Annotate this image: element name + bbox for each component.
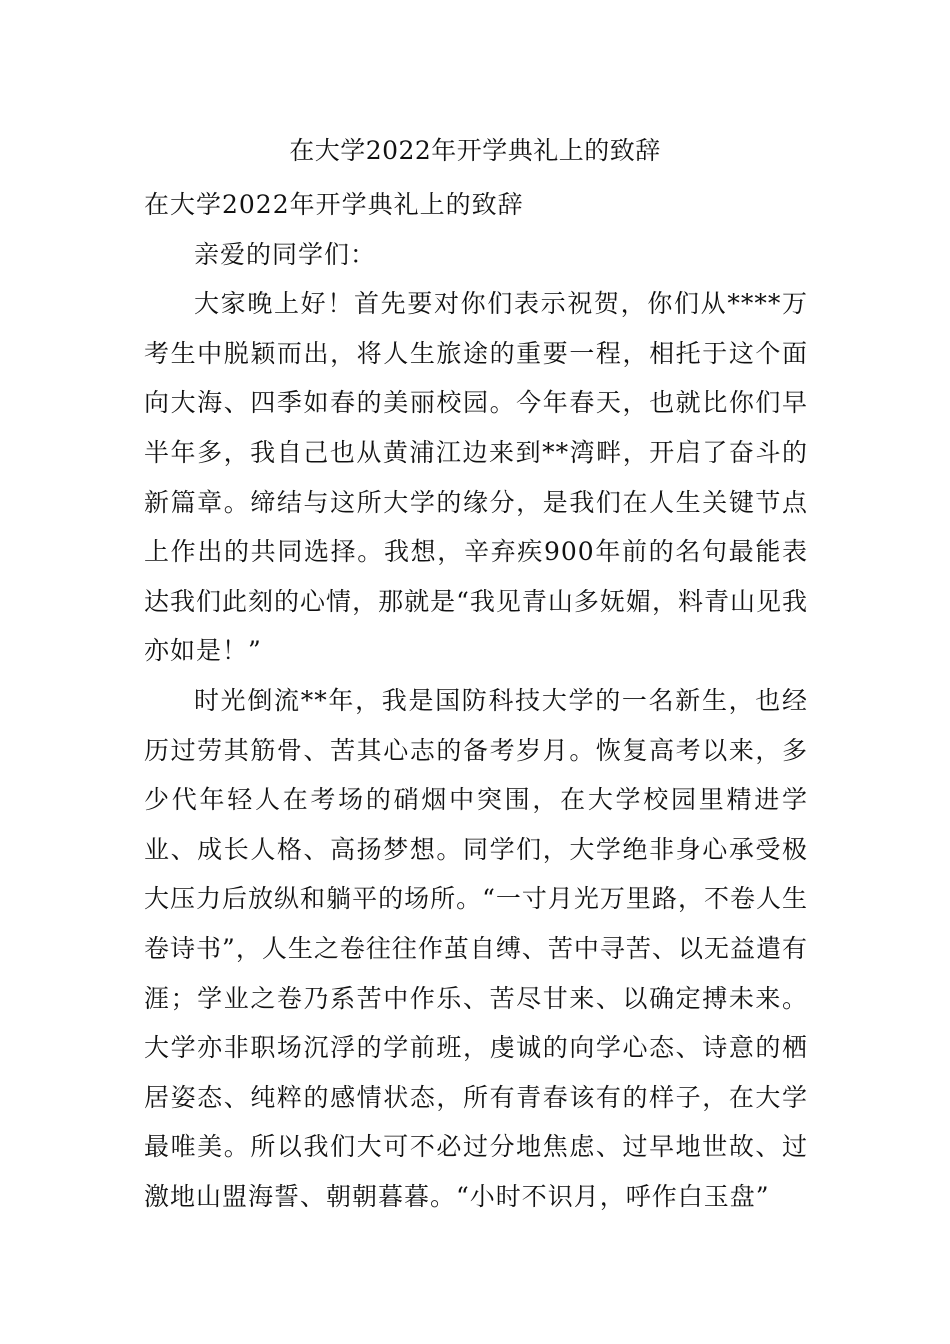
document-body: [144, 180, 808, 1221]
salutation: 亲爱的同学们：: [194, 239, 377, 269]
document-subtitle: 在大学2022年开学典礼上的致辞: [144, 190, 524, 219]
paragraph-2: 时光倒流**年，我是国防科技大学的一名新生，也经历过劳其筋骨、苦其心志的备考岁月。恢复高考以来，多少代年轻人在考场的硝烟中突围，在大学校园里精进学业、成长人格、高扬梦想。同学们，大学绝非身心承受极大压力后放纵和躺平的场所。“一寸月光万里路，不卷人生卷诗书”，人生之卷往往作茧自缚、苦中寻苦、以无益遣有涯；学业之卷乃系苦中作乐、苦尽甘来、以确定搏未来。大学亦非职场沉浮的学前班，虔诚的向学心态、诗意的栖居姿态、纯粹的感情状态，所有青春该有的样子，在大学最唯美。所以我们大可不必过分地焦虑、过早地世故、过激地山盟海誓、朝朝暮暮。“小时不识月，呼作白玉盘”: [144, 685, 808, 1211]
document-title: 在大学2022年开学典礼上的致辞: [289, 136, 661, 165]
paragraph-1: 大家晚上好！首先要对你们表示祝贺，你们从****万考生中脱颖而出，将人生旅途的重要一程，相托于这个面向大海、四季如春的美丽校园。今年春天，也就比你们早半年多，我自己也从黄浦江边来到**湾畔，开启了奋斗的新篇章。缔结与这所大学的缘分，是我们在人生关键节点上作出的共同选择。我想，辛弃疾900年前的名句最能表达我们此刻的心情，那就是“我见青山多妩媚，料青山见我亦如是！”: [144, 289, 808, 666]
